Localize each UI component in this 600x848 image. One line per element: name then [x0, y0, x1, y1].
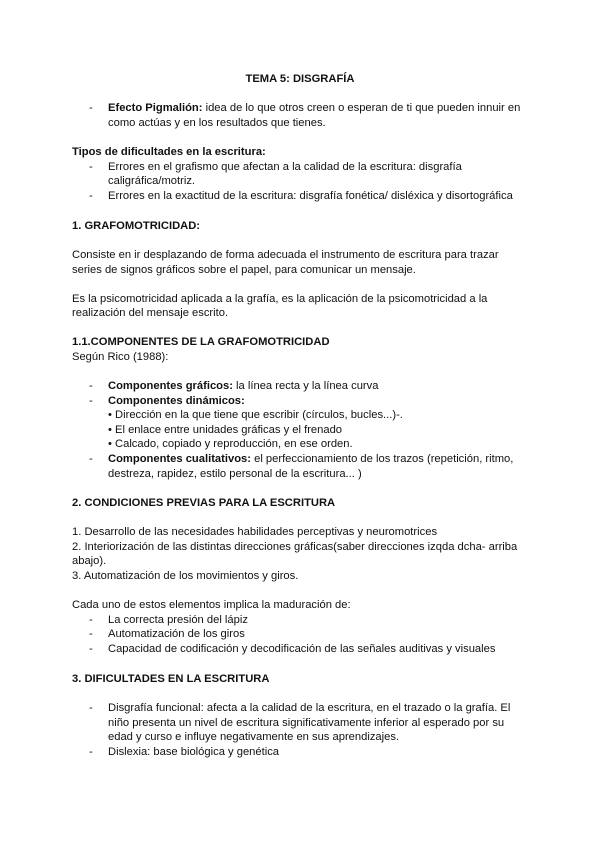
list-item	[72, 613, 524, 628]
numbered-line: 3. Automatización de los movimientos y giros.	[72, 569, 299, 582]
component-text: la línea recta y la línea curva	[232, 380, 379, 392]
section-heading: 3. DIFICULTADES EN LA ESCRITURA	[72, 673, 270, 685]
section-1-1	[72, 335, 524, 364]
dash-marker: -	[89, 394, 93, 407]
list-item	[72, 701, 524, 745]
list-item-text: Disgrafía funcional: afecta a la calidad de la escritura, en el trazado o la grafía. El niño presenta un nivel de escritura significativamente inferior al esperado por su edad y curso e influye negativamente en sus aprendizajes.	[108, 702, 511, 744]
dash-marker: -	[89, 702, 93, 714]
numbered-line: 2. Interiorización de las distintas direcciones gráficas(saber direcciones izqda dcha- arriba abajo).	[72, 540, 518, 568]
components-list	[72, 379, 524, 481]
tipos-block	[72, 145, 524, 203]
paragraph: Es la psicomotricidad aplicada a la grafía, es la aplicación de la psicomotricidad a la realización del mensaje escrito.	[72, 292, 488, 320]
sub-item: • Dirección en la que tiene que escribir (círculos, bucles...)-.	[108, 409, 403, 422]
list-item	[72, 160, 524, 189]
page-title: TEMA 5: DISGRAFÍA	[245, 73, 355, 85]
list-item	[72, 189, 524, 204]
section-heading: 2. CONDICIONES PREVIAS PARA LA ESCRITURA	[72, 497, 336, 509]
list-item-text: La correcta presión del lápiz	[108, 613, 248, 626]
component-term: Componentes cualitativos:	[108, 452, 251, 465]
list-item-text: Errores en la exactitud de la escritura: disgrafía fonética/ disléxica y disortográfica	[108, 189, 513, 202]
list-item-text: Dislexia: base biológica y genética	[108, 745, 280, 758]
dash-marker: -	[89, 745, 93, 758]
section-1-body	[72, 248, 524, 321]
pigmalion-block	[72, 101, 524, 130]
sub-item: • Calcado, copiado y reproducción, en ese orden.	[108, 438, 353, 451]
numbered-line: 1. Desarrollo de las necesidades habilidades perceptivas y neuromotrices	[72, 526, 438, 538]
list-item-text: Automatización de los giros	[108, 628, 245, 641]
list-item	[72, 101, 524, 130]
list-item	[72, 745, 524, 760]
paragraph: Cada uno de estos elementos implica la maduración de:	[72, 598, 351, 611]
section-2	[72, 496, 524, 511]
list-item	[72, 627, 524, 642]
dash-marker: -	[89, 452, 93, 465]
component-text: el perfeccionamiento de los trazos (repetición, ritmo, destreza, rapidez, estilo personal de la escritura... )	[108, 452, 514, 480]
pigmalion-term: Efecto Pigmalión:	[108, 102, 203, 114]
dash-marker: -	[89, 160, 93, 173]
paragraph: Consiste en ir desplazando de forma adecuada el instrumento de escritura para trazar series de signos gráficos sobre el papel, para comunicar un mensaje.	[72, 249, 499, 276]
dash-marker: -	[89, 189, 93, 202]
list-item	[72, 452, 524, 481]
dash-marker: -	[89, 380, 93, 392]
component-term: Componentes gráficos:	[108, 380, 233, 392]
dash-marker: -	[89, 628, 93, 641]
component-term: Componentes dinámicos:	[108, 394, 245, 407]
sub-item: • El enlace entre unidades gráficas y el frenado	[108, 423, 343, 436]
section-3	[72, 672, 524, 687]
list-item-text: Errores en el grafismo que afectan a la calidad de la escritura: disgrafía caligráfica/motriz.	[108, 160, 462, 188]
dash-marker: -	[89, 102, 93, 114]
list-item	[72, 394, 524, 409]
dash-marker: -	[89, 613, 93, 626]
section-heading: 1. GRAFOMOTRICIDAD:	[72, 220, 201, 232]
section-heading: 1.1.COMPONENTES DE LA GRAFOMOTRICIDAD	[72, 336, 330, 348]
tipos-heading: Tipos de dificultades en la escritura:	[72, 146, 266, 158]
section-2-body	[72, 525, 524, 656]
dash-marker: -	[89, 642, 93, 655]
pigmalion-text: idea de lo que otros creen o esperan de ti que pueden innuir en como actúas y en los resultados que tienes.	[108, 102, 521, 129]
list-item-text: Capacidad de codificación y decodificación de las señales auditivas y visuales	[108, 642, 496, 655]
section-3-body	[72, 701, 524, 759]
section-1	[72, 219, 524, 234]
list-item	[72, 379, 524, 394]
source-citation: Según Rico (1988):	[72, 350, 169, 363]
list-item	[72, 642, 524, 657]
